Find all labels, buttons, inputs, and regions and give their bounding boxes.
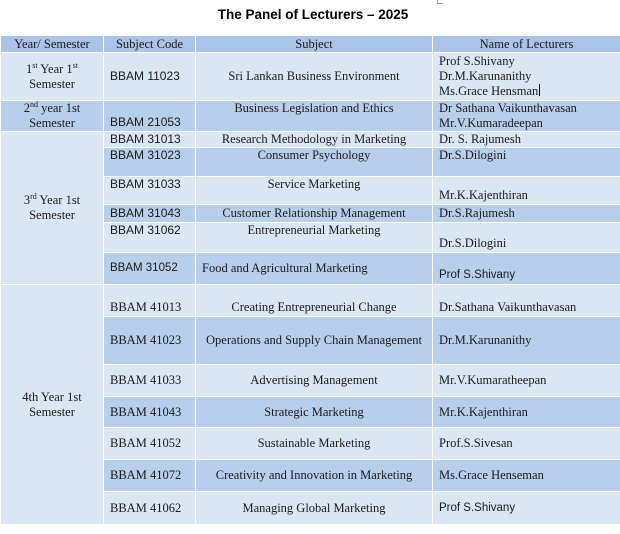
table-row — [1, 53, 620, 101]
subject-code-cell: BBAM 31062 — [104, 223, 196, 253]
lecturers-cell: Dr.M.Karunanithy — [433, 317, 620, 365]
subject-code-cell: BBAM 31052 — [104, 253, 196, 285]
lecturer-name: Prof S.Shivany — [439, 54, 515, 68]
lecturers-cell: Dr.Sathana Vaikunthavasan — [433, 285, 620, 317]
subject-code-cell: BBAM 31023 — [104, 148, 196, 177]
year-semester-cell: 1st Year 1st Semester — [1, 53, 104, 101]
table-row — [1, 101, 620, 132]
page-corner-mark — [437, 0, 443, 4]
header-subject-code: Subject Code — [104, 36, 196, 53]
subject-cell: Sustainable Marketing — [196, 428, 433, 460]
lecturer-name: Dr Sathana Vaikunthavasan — [439, 101, 577, 115]
subject-code-cell: BBAM 41072 — [104, 460, 196, 492]
subject-cell: Managing Global Marketing — [196, 492, 433, 525]
subject-cell: Strategic Marketing — [196, 397, 433, 428]
lecturers-cell — [433, 53, 620, 101]
text-cursor — [539, 84, 540, 96]
table-header-row — [1, 36, 620, 53]
lecturers-cell: Dr.S.Dilogini — [433, 223, 620, 253]
subject-code-cell: BBAM 41013 — [104, 285, 196, 317]
subject-code-cell: BBAM 31013 — [104, 132, 196, 148]
lecturers-cell: Prof.S.Sivesan — [433, 428, 620, 460]
subject-cell: Customer Relationship Management — [196, 205, 433, 223]
subject-code-cell: BBAM 11023 — [104, 53, 196, 101]
subject-cell: Food and Agricultural Marketing — [196, 253, 433, 285]
year-semester-cell: 2nd year 1st Semester — [1, 101, 104, 132]
subject-code-cell: BBAM 21053 — [104, 101, 196, 132]
subject-cell: Research Methodology in Marketing — [196, 132, 433, 148]
subject-cell: Operations and Supply Chain Management — [196, 317, 433, 365]
lecturer-name: Ms.Grace Hensman — [439, 84, 539, 98]
subject-cell: Entrepreneurial Marketing — [196, 223, 433, 253]
subject-cell: Consumer Psychology — [196, 148, 433, 177]
lecturers-cell: Prof S.Shivany — [433, 492, 620, 525]
header-year-semester: Year/ Semester — [1, 36, 104, 53]
year-semester-cell: 4th Year 1st Semester — [1, 285, 104, 525]
lecturers-cell: Dr. S. Rajumesh — [433, 132, 620, 148]
subject-code-cell: BBAM 31043 — [104, 205, 196, 223]
lecturer-name: Mr.V.Kumaradeepan — [439, 116, 543, 130]
lecturers-cell: Ms.Grace Henseman — [433, 460, 620, 492]
subject-code-cell: BBAM 41052 — [104, 428, 196, 460]
subject-cell: Service Marketing — [196, 177, 433, 205]
subject-code-cell: BBAM 31033 — [104, 177, 196, 205]
lecturer-panel-table — [0, 35, 620, 525]
year-semester-cell: 3rd Year 1st Semester — [1, 132, 104, 285]
subject-code-cell: BBAM 41033 — [104, 365, 196, 397]
lecturers-cell: Mr.V.Kumaratheepan — [433, 365, 620, 397]
lecturers-cell — [433, 101, 620, 132]
subject-cell: Advertising Management — [196, 365, 433, 397]
subject-cell: Creating Entrepreneurial Change — [196, 285, 433, 317]
subject-code-cell: BBAM 41043 — [104, 397, 196, 428]
subject-cell: Sri Lankan Business Environment — [196, 53, 433, 101]
table-row — [1, 285, 620, 317]
document-title: The Panel of Lecturers – 2025 — [217, 7, 409, 22]
lecturers-cell: Prof S.Shivany — [433, 253, 620, 285]
lecturers-cell: Dr.S.Dilogini — [433, 148, 620, 177]
lecturers-cell: Dr.S.Rajumesh — [433, 205, 620, 223]
subject-code-cell: BBAM 41023 — [104, 317, 196, 365]
header-subject: Subject — [196, 36, 433, 53]
subject-cell: Creativity and Innovation in Marketing — [196, 460, 433, 492]
subject-cell: Business Legislation and Ethics — [196, 101, 433, 132]
header-lecturers: Name of Lecturers — [433, 36, 620, 53]
subject-code-cell: BBAM 41062 — [104, 492, 196, 525]
lecturers-cell: Mr.K.Kajenthiran — [433, 397, 620, 428]
lecturers-cell: Mr.K.Kajenthiran — [433, 177, 620, 205]
lecturer-name: Dr.M.Karunanithy — [439, 69, 532, 83]
table-row — [1, 132, 620, 148]
